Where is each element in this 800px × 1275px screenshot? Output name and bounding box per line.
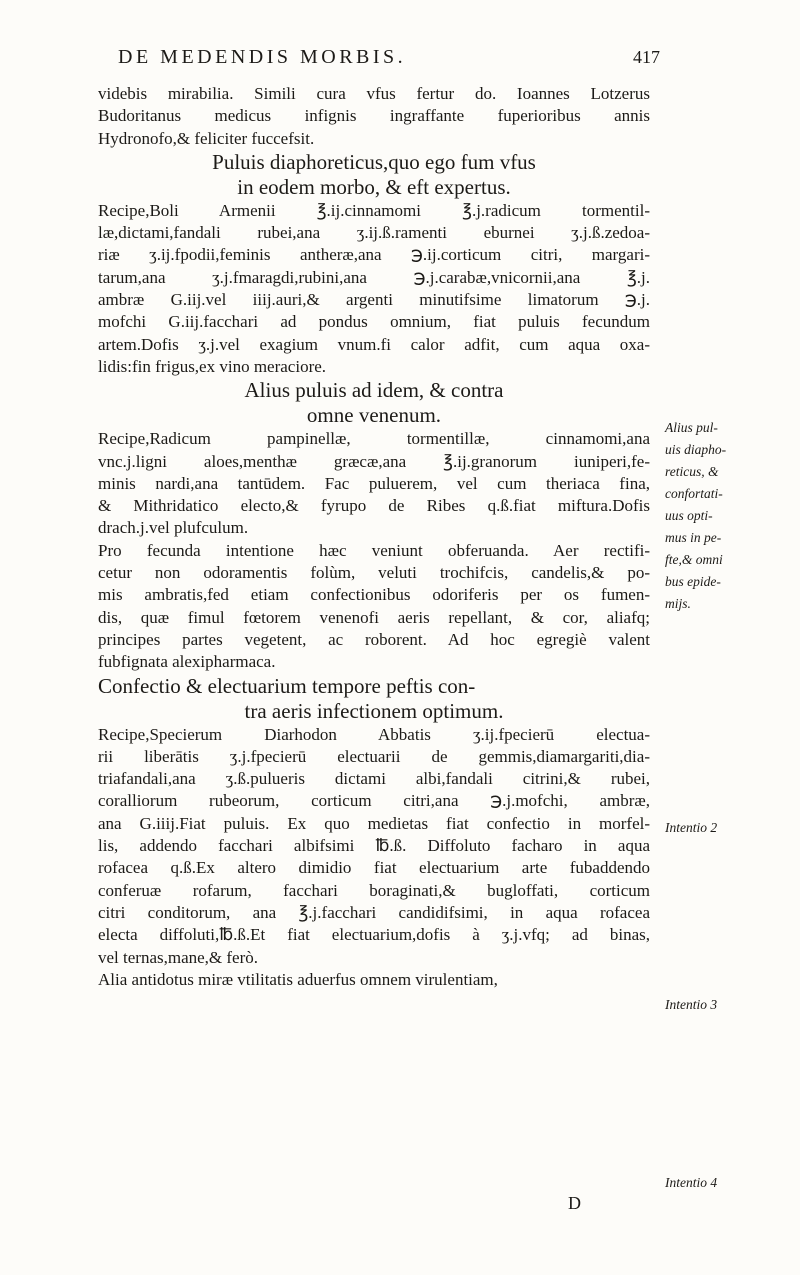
- text-line: triafandali,ana ʒ.ß.pulueris dictami albi,fandali citrini,& rubei,: [98, 769, 650, 789]
- margin-note: Intentio 3: [665, 997, 718, 1012]
- text-line: artem.Dofis ʒ.j.vel exagium vnum.fi calor adfit, cum aqua oxa-: [98, 334, 650, 354]
- text-line: drach.j.vel plufculum.: [98, 518, 249, 538]
- text-line: Budoritanus medicus infignis ingraffante fuperioribus annis: [98, 106, 650, 126]
- section-heading: Alius puluis ad idem, & contra: [244, 378, 504, 403]
- section-heading: tra aeris infectionem optimum.: [244, 698, 504, 723]
- text-line: conferuæ rofarum, facchari boraginati,& bugloffati, corticum: [98, 880, 650, 900]
- text-line: mis ambratis,fed etiam confectionibus odoriferis per os fumen-: [98, 585, 650, 605]
- margin-note: bus epide-: [665, 574, 721, 589]
- margin-note: fte,& omni: [665, 552, 723, 567]
- margin-note: Alius pul-: [665, 420, 718, 435]
- text-line: cetur non odoramentis folùm, veluti trochifcis, candelis,& po-: [98, 563, 650, 583]
- text-line: mofchi G.iij.facchari ad pondus omnium, fiat puluis fecundum: [98, 312, 650, 332]
- page-number: 417: [633, 47, 660, 67]
- text-line: læ,dictami,fandali rubei,ana ʒ.ij.ß.ramenti eburnei ʒ.j.ß.zedoa-: [98, 223, 650, 243]
- text-line: Pro fecunda intentione hæc veniunt obferuanda. Aer rectifi-: [98, 540, 650, 560]
- running-head: DE MEDENDIS MORBIS.: [118, 46, 407, 68]
- margin-note: uis diapho-: [665, 442, 727, 457]
- main-text-column: [98, 83, 650, 991]
- margin-note: mus in pe-: [665, 530, 722, 545]
- text-line: & Mithridatico electo,& fyrupo de Ribes q.ß.fiat miftura.Dofis: [98, 496, 650, 516]
- text-line: riæ ʒ.ij.fpodii,feminis antheræ,ana ℈.ij.corticum citri, margari-: [98, 245, 650, 265]
- text-line: tarum,ana ʒ.j.fmaragdi,rubini,ana ℈.j.carabæ,vnicornii,ana ℥.j.: [98, 267, 650, 287]
- text-line: vnc.j.ligni aloes,menthæ græcæ,ana ℥.ij.granorum iuniperi,fe-: [98, 451, 650, 471]
- section-heading: Puluis diaphoreticus,quo ego fum vfus: [212, 149, 536, 174]
- catchword: D: [568, 1193, 581, 1213]
- section-heading: omne venenum.: [306, 403, 442, 428]
- text-line: coralliorum rubeorum, corticum citri,ana ℈.j.mofchi, ambræ,: [98, 791, 650, 811]
- text-line: lis, addendo facchari albifsimi ℔.ß. Diffoluto facharo in aqua: [98, 836, 650, 856]
- text-line: ana G.iiij.Fiat puluis. Ex quo medietas fiat confectio in morfel-: [98, 813, 650, 833]
- margin-note: uus opti-: [665, 508, 713, 523]
- margin-note: mijs.: [665, 596, 691, 611]
- margin-note: confortati-: [665, 486, 723, 501]
- text-line: Alia antidotus miræ vtilitatis aduerfus omnem virulentiam,: [98, 969, 498, 989]
- margin-note: Intentio 2: [665, 820, 718, 835]
- section-heading: Confectio & electuarium tempore peftis con-: [98, 673, 476, 698]
- margin-note: Intentio 4: [665, 1175, 718, 1190]
- text-line: dis, quæ fimul fœtorem venenofi aeris repellant, & cor, aliafq;: [98, 607, 650, 627]
- text-line: ambræ G.iij.vel iiij.auri,& argenti minutifsime limatorum ℈.j.: [98, 290, 650, 310]
- text-line: Recipe,Boli Armenii ℥.ij.cinnamomi ℥.j.radicum tormentil-: [98, 200, 650, 220]
- text-line: videbis mirabilia. Simili cura vfus fertur do. Ioannes Lotzerus: [98, 84, 650, 103]
- text-line: minis nardi,ana tantūdem. Fac puluerem, vel cum theriaca fina,: [98, 473, 650, 493]
- text-line: rii liberātis ʒ.j.fpecierū electuarii de gemmis,diamargariti,dia-: [98, 746, 650, 766]
- text-line: Recipe,Radicum pampinellæ, tormentillæ, cinnamomi,ana: [98, 429, 650, 449]
- text-line: electa diffoluti,℔.ß.Et fiat electuarium,dofis à ʒ.j.vfq; ad binas,: [98, 925, 650, 945]
- text-line: Recipe,Specierum Diarhodon Abbatis ʒ.ij.fpecierū electua-: [98, 724, 650, 744]
- text-line: lidis:fin frigus,ex vino meraciore.: [98, 356, 327, 376]
- text-line: rofacea q.ß.Ex altero dimidio fiat electuarium arte fubaddendo: [98, 858, 650, 878]
- text-line: citri conditorum, ana ℥.j.facchari candidifsimi, in aqua rofacea: [98, 902, 650, 922]
- section-heading: in eodem morbo, & eft expertus.: [237, 174, 511, 199]
- margin-note: reticus, &: [665, 464, 719, 479]
- text-line: fubfignata alexipharmaca.: [98, 652, 276, 672]
- text-line: principes partes vegetent, ac roborent. Ad hoc egregiè valent: [98, 629, 650, 649]
- text-line: Hydronofo,& feliciter fuccefsit.: [98, 128, 315, 148]
- text-line: vel ternas,mane,& ferò.: [98, 947, 259, 967]
